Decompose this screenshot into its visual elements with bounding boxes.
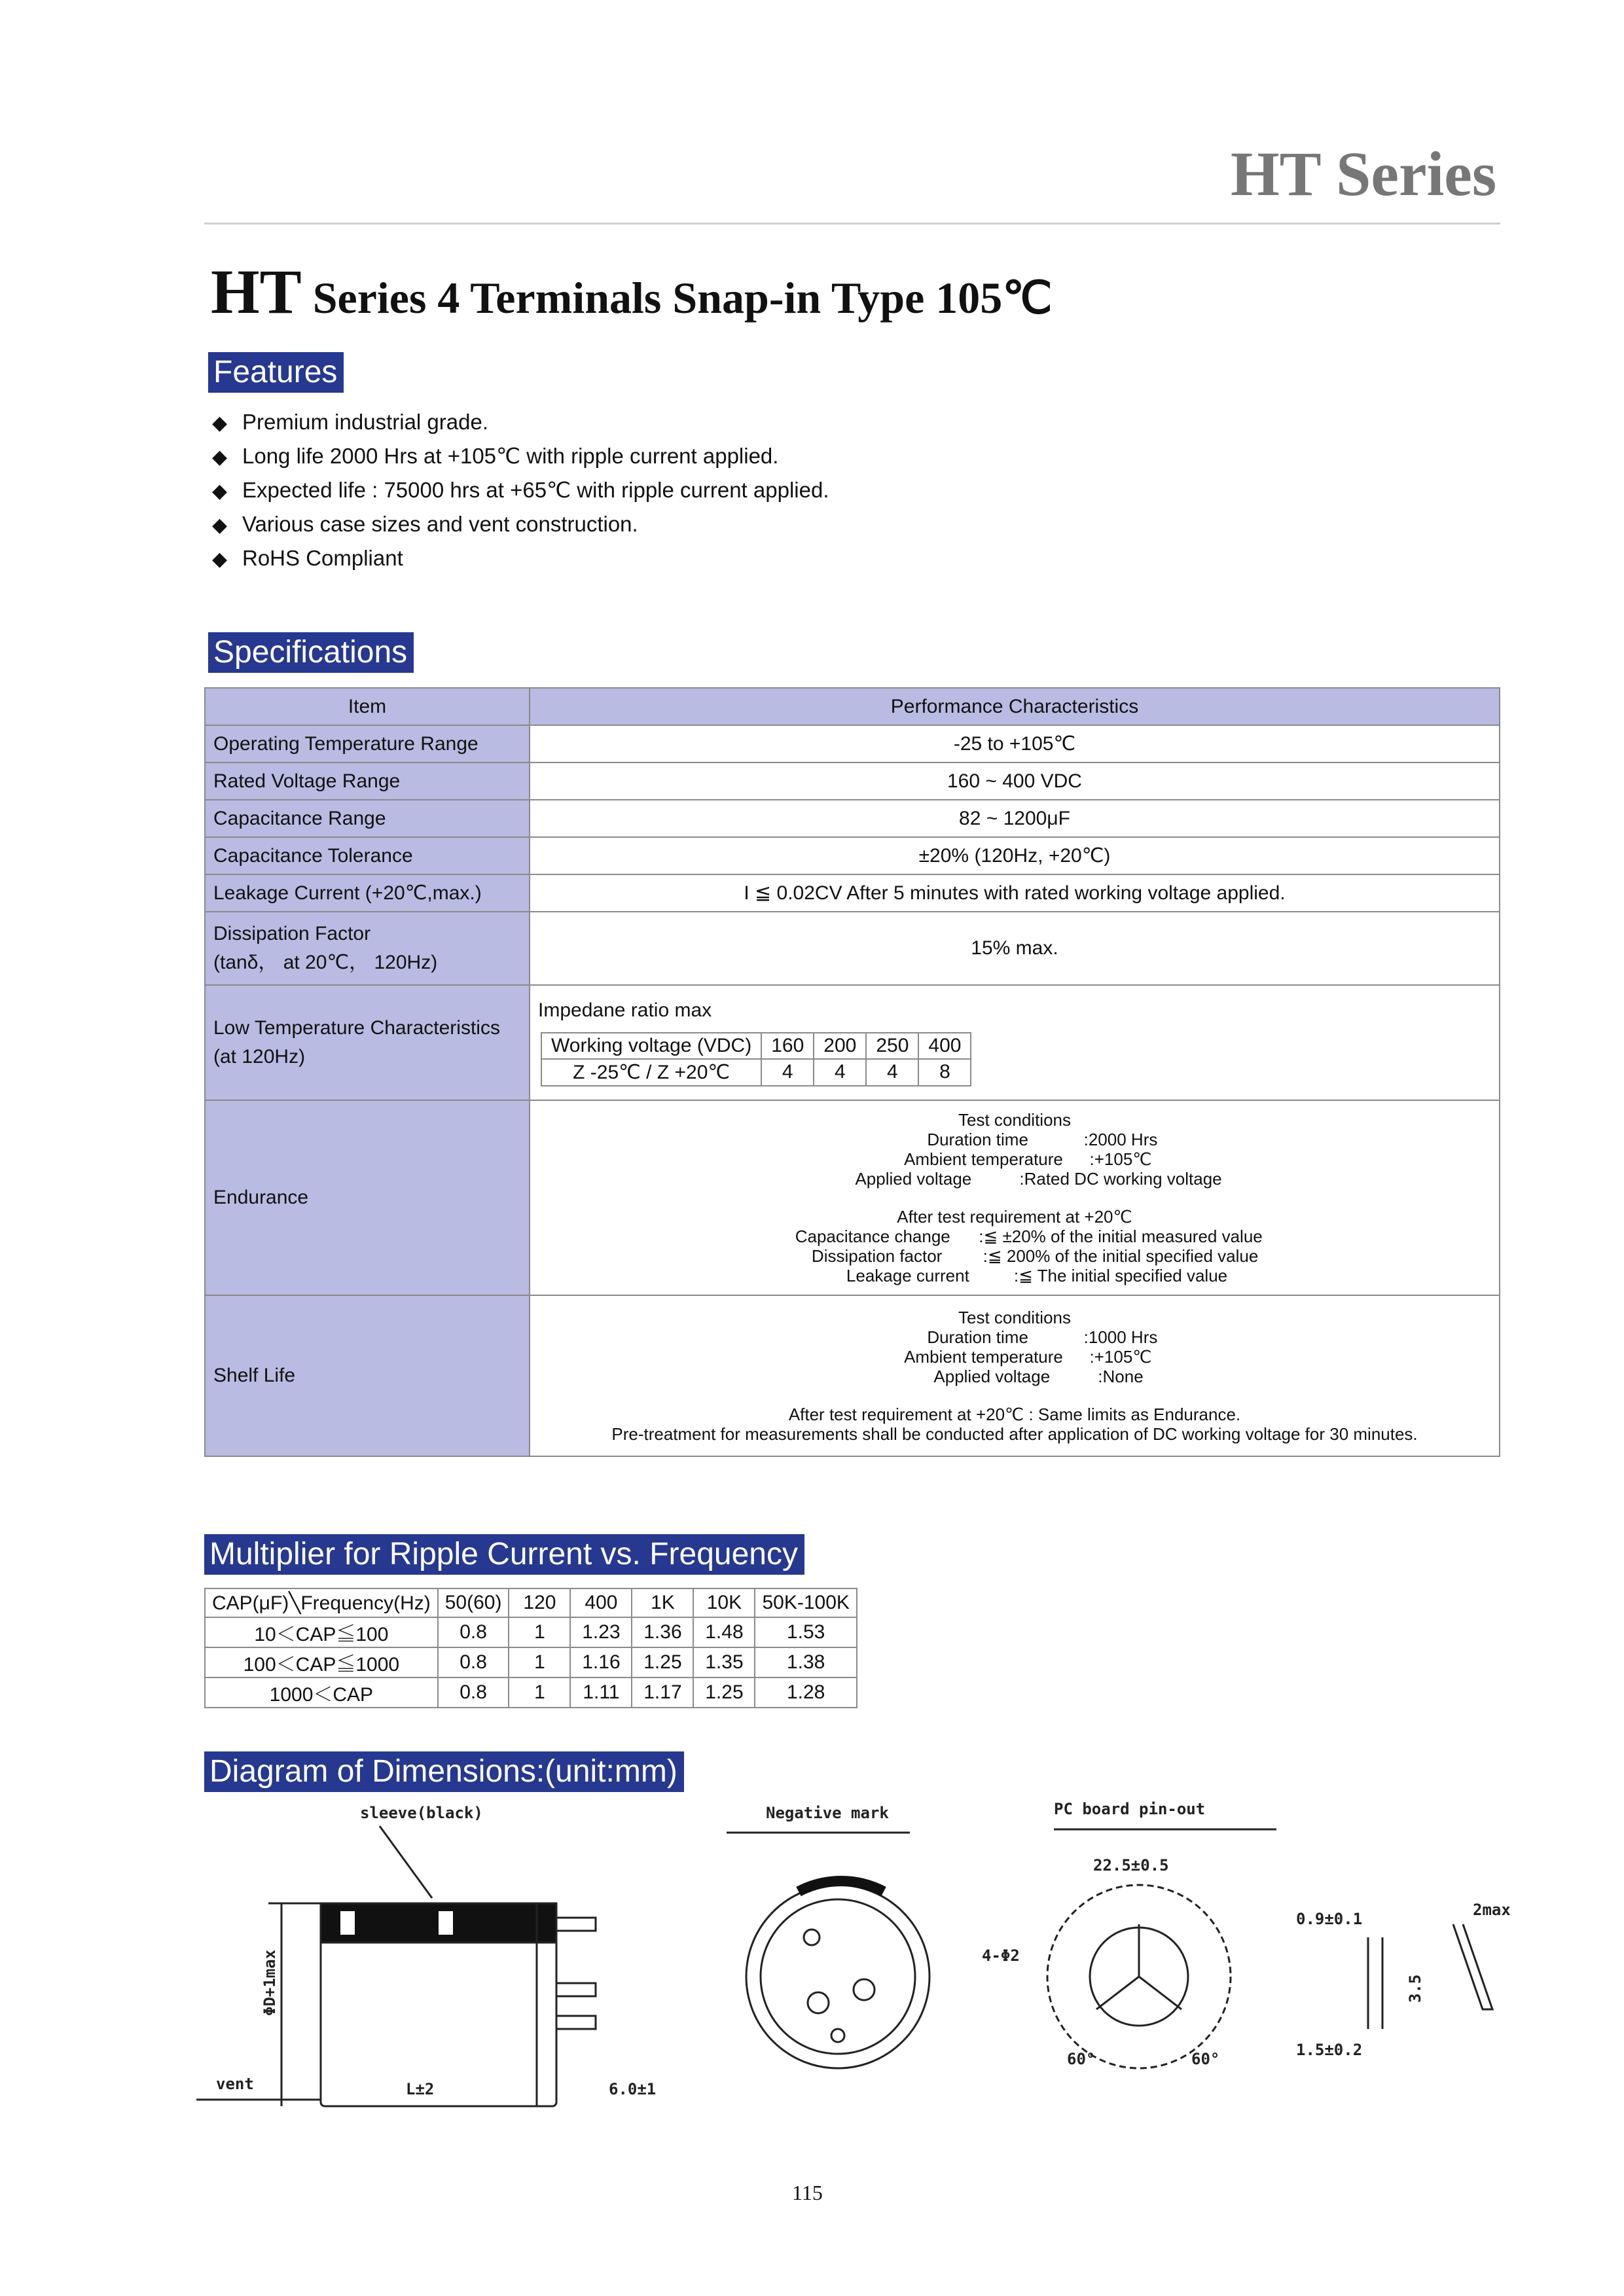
table-row: [205, 1295, 1500, 1456]
sleeve-leader: [380, 1826, 432, 1898]
feature-item: ◆ Premium industrial grade.: [212, 406, 829, 440]
pin-tip: [1453, 1924, 1492, 2009]
diamond-bullet-icon: ◆: [212, 514, 228, 536]
table-row: [205, 800, 1500, 837]
specifications-table: [204, 687, 1500, 1457]
spec-item: Capacitance Tolerance: [205, 837, 530, 874]
side-view-drawing: [196, 1804, 656, 2106]
features-heading: Features: [208, 352, 344, 393]
spec-value: [530, 985, 1500, 1100]
table-header-row: [205, 688, 1500, 725]
features-list: [212, 406, 829, 576]
spec-item: Low Temperature Characteristics (at 120Hz): [205, 985, 530, 1100]
page-title: [211, 255, 1053, 328]
sleeve-window: [340, 1911, 355, 1935]
terminal-circle: [831, 2029, 844, 2042]
pin-spacing-label: 22.5±0.5: [1093, 1856, 1169, 1874]
spec-item: Capacitance Range: [205, 800, 530, 837]
table-row: [205, 837, 1500, 874]
angle-right-label: 60°: [1191, 2050, 1220, 2068]
table-row: [205, 985, 1500, 1100]
capacitor-inner-ring: [761, 1899, 915, 2054]
feature-item: ◆ Long life 2000 Hrs at +105℃ with ripple current applied.: [212, 440, 829, 474]
table-row: [205, 1100, 1500, 1295]
pcb-label: PC board pin-out: [1054, 1800, 1206, 1818]
bottom-view-drawing: [727, 1804, 929, 2068]
diameter-label: ΦD+1max: [261, 1949, 279, 2016]
feature-item: ◆ Expected life : 75000 hrs at +65℃ with ripple current applied.: [212, 474, 829, 508]
terminal-pin: [556, 1983, 596, 1996]
spec-value: -25 to +105℃: [530, 725, 1500, 762]
diamond-bullet-icon: ◆: [212, 446, 228, 468]
length-label: L±2: [406, 2080, 435, 2098]
dimensions-heading: Diagram of Dimensions:(unit:mm): [204, 1751, 684, 1792]
spec-value: Test conditions Duration time :2000 Hrs Ambient temperature :+105℃ Applied voltage :Rated DC working voltage After test requirement at +20℃ Capacitance change :≦ ±20% of the initial measured value Dissipation factor :≦ 200% of the initial specified value Leakage current :≦ The initial specified value: [530, 1100, 1500, 1295]
sleeve-window: [439, 1911, 453, 1935]
table-row: [205, 725, 1500, 762]
spec-item: Shelf Life: [205, 1295, 530, 1456]
header-rule: [204, 223, 1500, 224]
angle-left-label: 60°: [1067, 2050, 1096, 2068]
spec-value: 82 ~ 1200μF: [530, 800, 1500, 837]
terminal-circle: [854, 1979, 875, 2000]
ripple-heading: Multiplier for Ripple Current vs. Frequency: [204, 1534, 804, 1575]
col-performance-header: Performance Characteristics: [530, 688, 1500, 725]
col-item-header: Item: [205, 688, 530, 725]
negative-mark-label: Negative mark: [766, 1804, 889, 1822]
table-row: 1000＜CAP 0.8 1 1.11 1.17 1.25 1.28: [205, 1677, 857, 1708]
table-row: Z -25℃ / Z +20℃ 4 4 4 8: [541, 1059, 971, 1086]
vent-label: vent: [216, 2075, 254, 2093]
title-series-code: HT: [211, 257, 302, 327]
table-row: 10＜CAP≦100 0.8 1 1.23 1.36 1.48 1.53: [205, 1617, 857, 1647]
diamond-bullet-icon: ◆: [212, 548, 228, 570]
pin-detail-drawing: [1296, 1901, 1511, 2059]
terminal-pin: [556, 1918, 596, 1931]
spec-item: Rated Voltage Range: [205, 762, 530, 800]
table-row: [205, 912, 1500, 985]
terminal-circle: [804, 1929, 820, 1945]
spec-item: Operating Temperature Range: [205, 725, 530, 762]
table-row: 100＜CAP≦1000 0.8 1 1.16 1.25 1.35 1.38: [205, 1647, 857, 1677]
spec-value: Test conditions Duration time :1000 Hrs Ambient temperature :+105℃ Applied voltage :None After test requirement at +20℃ : Same limits as Endurance. Pre-treatment for measurements shall be conducted after application of DC working voltage for 30 minutes.: [530, 1295, 1500, 1456]
pin-width-label: 0.9±0.1: [1296, 1910, 1363, 1928]
terminal-circle: [808, 1992, 829, 2013]
table-row: Working voltage (VDC) 160 200 250 400: [541, 1033, 971, 1059]
spec-item: Endurance: [205, 1100, 530, 1295]
table-row: [205, 874, 1500, 912]
specifications-heading: Specifications: [208, 632, 414, 673]
negative-mark-band: [799, 1881, 884, 1892]
impedance-title: Impedane ratio max: [538, 999, 712, 1021]
holes-label: 4-Φ2: [982, 1946, 1020, 1965]
pin-base-label: 1.5±0.2: [1296, 2041, 1363, 2059]
feature-item: ◆ RoHS Compliant: [212, 542, 829, 576]
lead-length-label: 6.0±1: [609, 2080, 657, 2098]
series-header: HT Series: [1231, 139, 1497, 209]
dimension-diagrams: [190, 1793, 1525, 2108]
pin-shaft: [1368, 1937, 1382, 2029]
feature-item: ◆ Various case sizes and vent construction.: [212, 508, 829, 542]
title-description: Series 4 Terminals Snap-in Type 105℃: [301, 273, 1053, 323]
table-header-row: CAP(μF)╲Frequency(Hz) 50(60) 120 400 1K 10K 50K-100K: [205, 1588, 857, 1617]
spec-value: ±20% (120Hz, +20℃): [530, 837, 1500, 874]
terminal-pin: [556, 2016, 596, 2029]
capacitor-top-outline: [746, 1885, 929, 2068]
spec-value: I ≦ 0.02CV After 5 minutes with rated working voltage applied.: [530, 874, 1500, 912]
page-number: 115: [792, 2181, 823, 2204]
table-row: [205, 762, 1500, 800]
ripple-table: [204, 1588, 857, 1708]
pin-max-label: 2max: [1473, 1901, 1511, 1919]
impedance-table: [541, 1032, 971, 1086]
spec-item: Leakage Current (+20℃,max.): [205, 874, 530, 912]
spec-item: Dissipation Factor (tanδ， at 20℃， 120Hz): [205, 912, 530, 985]
spec-value: 160 ~ 400 VDC: [530, 762, 1500, 800]
pcb-pinout-drawing: [982, 1800, 1276, 2068]
sleeve-label: sleeve(black): [360, 1804, 483, 1822]
diamond-bullet-icon: ◆: [212, 480, 228, 502]
spec-value: 15% max.: [530, 912, 1500, 985]
pin-height-label: 3.5: [1406, 1974, 1424, 2003]
diamond-bullet-icon: ◆: [212, 412, 228, 434]
